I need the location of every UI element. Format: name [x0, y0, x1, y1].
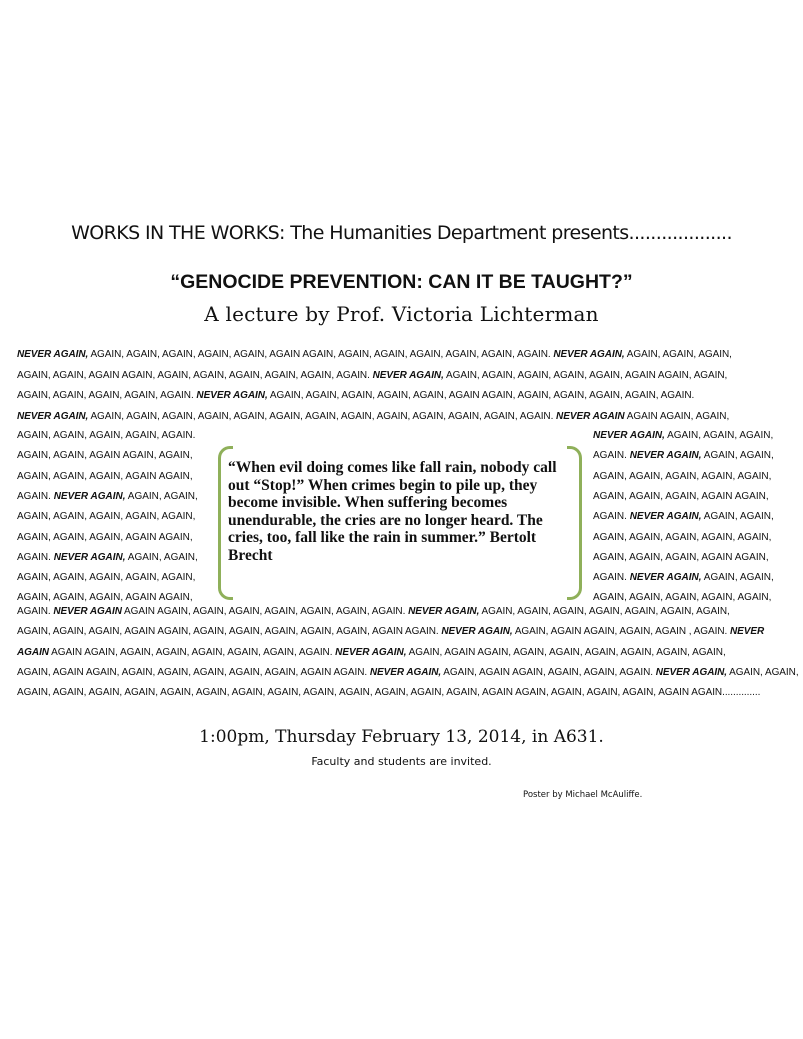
again-phrase: AGAIN, AGAIN AGAIN, AGAIN, AGAIN, AGAIN, AGAIN, AGAIN, AGAIN AGAIN.: [17, 666, 370, 678]
never-again-phrase: NEVER AGAIN: [53, 606, 122, 617]
never-again-phrase: NEVER AGAIN,: [629, 511, 702, 523]
again-phrase: AGAIN, AGAIN, AGAIN, AGAIN AGAIN,: [593, 551, 769, 563]
lecture-subtitle: A lecture by Prof. Victoria Lichterman: [204, 302, 599, 326]
again-phrase: AGAIN.: [17, 490, 54, 502]
again-line: [593, 592, 771, 603]
event-time: 1:00pm, Thursday February 13, 2014, in A631.: [199, 727, 604, 747]
again-phrase: AGAIN, AGAIN, AGAIN, AGAIN AGAIN, AGAIN, AGAIN, AGAIN, AGAIN, AGAIN, AGAIN AGAIN.: [17, 626, 442, 638]
again-phrase: AGAIN, AGAIN, AGAIN, AGAIN, AGAIN,: [593, 531, 772, 543]
again-phrase: AGAIN, AGAIN, AGAIN AGAIN, AGAIN,: [17, 450, 193, 462]
again-line: [17, 552, 198, 563]
again-phrase: AGAIN, AGAIN, AGAIN, AGAIN AGAIN,: [17, 592, 193, 604]
lecture-title: “GENOCIDE PREVENTION: CAN IT BE TAUGHT?”: [170, 271, 633, 293]
again-phrase: AGAIN, AGAIN,: [701, 572, 774, 584]
never-again-phrase: NEVER AGAIN,: [553, 349, 625, 360]
again-line: [17, 592, 193, 603]
again-line: [17, 666, 799, 680]
never-again-phrase: NEVER AGAIN,: [408, 606, 480, 617]
never-again-phrase: NEVER AGAIN,: [17, 410, 89, 422]
again-line: [593, 552, 769, 563]
never-again-phrase: NEVER AGAIN,: [196, 390, 268, 401]
again-phrase: AGAIN, AGAIN, AGAIN, AGAIN, AGAIN.: [17, 390, 197, 401]
again-phrase: AGAIN, AGAIN, AGAIN, AGAIN AGAIN,: [593, 490, 769, 502]
again-phrase: AGAIN.: [17, 606, 54, 617]
never-again-phrase: NEVER AGAIN,: [372, 369, 444, 381]
poster-credit: Poster by Michael McAuliffe.: [523, 790, 643, 800]
again-phrase: AGAIN, AGAIN, AGAIN, AGAIN, AGAIN.: [17, 430, 196, 441]
again-phrase: AGAIN, AGAIN,: [701, 511, 774, 523]
again-line: [17, 511, 195, 522]
again-phrase: AGAIN, AGAIN, AGAIN, AGAIN, AGAIN,: [593, 592, 772, 604]
event-header: WORKS IN THE WORKS: The Humanities Department presents...................: [71, 222, 732, 244]
again-line: [17, 686, 760, 700]
again-line: [17, 430, 195, 441]
never-again-phrase: NEVER AGAIN,: [53, 490, 126, 502]
never-again-phrase: NEVER AGAIN,: [53, 551, 126, 563]
again-phrase: AGAIN, AGAIN AGAIN, AGAIN, AGAIN , AGAIN.: [512, 626, 731, 638]
again-phrase: AGAIN, AGAIN, AGAIN,: [624, 349, 732, 360]
again-phrase: AGAIN, AGAIN, AGAIN, AGAIN AGAIN,: [17, 531, 193, 543]
quote-box: [218, 446, 582, 596]
again-phrase: AGAIN, AGAIN, AGAIN, AGAIN, AGAIN,: [17, 511, 196, 523]
never-again-phrase: NEVER AGAIN,: [629, 572, 702, 584]
brecht-quote: “When evil doing comes like fall rain, nobody call out “Stop!” When crimes begin to pile up, they become invisible. When suffering becomes unendurable, the cries are no longer heard. The cries, too, fall like the rain in summer.” Bertolt Brecht: [228, 459, 557, 564]
never-again-phrase: NEVER AGAIN,: [655, 666, 727, 678]
again-phrase: AGAIN, AGAIN, AGAIN, AGAIN, AGAIN, AGAIN AGAIN, AGAIN, AGAIN, AGAIN, AGAIN, AGAIN.: [267, 390, 695, 401]
never-again-phrase: NEVER AGAIN,: [629, 450, 702, 462]
again-line: [593, 450, 774, 461]
again-phrase: AGAIN, AGAIN AGAIN, AGAIN, AGAIN, AGAIN, AGAIN, AGAIN, AGAIN,: [406, 646, 726, 658]
never-again-phrase: AGAIN: [17, 646, 49, 658]
again-line: [17, 471, 193, 482]
never-again-phrase: NEVER AGAIN,: [335, 646, 407, 658]
never-again-phrase: NEVER AGAIN,: [593, 430, 665, 441]
again-line: [17, 572, 195, 583]
never-again-phrase: NEVER AGAIN,: [17, 349, 89, 360]
never-again-phrase: NEVER AGAIN,: [369, 666, 442, 678]
again-phrase: AGAIN, AGAIN, AGAIN AGAIN, AGAIN, AGAIN, AGAIN, AGAIN, AGAIN, AGAIN.: [17, 369, 373, 381]
again-phrase: AGAIN, AGAIN, AGAIN, AGAIN, AGAIN,: [17, 572, 196, 584]
again-line: [17, 450, 193, 461]
again-line: [593, 532, 771, 543]
again-line: [593, 572, 774, 583]
invitation-note: Faculty and students are invited.: [311, 755, 492, 768]
again-phrase: AGAIN.: [593, 511, 630, 523]
again-line: [17, 605, 730, 619]
again-phrase: AGAIN, AGAIN, AGAIN, AGAIN AGAIN,: [17, 470, 193, 482]
again-line: [17, 625, 764, 639]
again-phrase: AGAIN, AGAIN,: [701, 450, 774, 462]
again-phrase: AGAIN, AGAIN, AGAIN, AGAIN, AGAIN, AGAIN, AGAIN, AGAIN, AGAIN, AGAIN, AGAIN, AGAIN, AGAIN.: [88, 410, 557, 422]
again-phrase: AGAIN, AGAIN, AGAIN, AGAIN, AGAIN, AGAIN AGAIN, AGAIN, AGAIN, AGAIN, AGAIN, AGAIN, AGAIN.: [88, 349, 554, 360]
again-phrase: AGAIN.: [593, 572, 630, 584]
again-line: [17, 491, 198, 502]
again-line: [17, 389, 694, 403]
again-line: [17, 369, 727, 383]
again-line: [593, 471, 771, 482]
again-line: [17, 532, 193, 543]
again-line: [17, 348, 732, 362]
never-again-phrase: NEVER AGAIN: [556, 410, 625, 422]
again-phrase: AGAIN, AGAIN, AGAIN, AGAIN, AGAIN, AGAIN AGAIN, AGAIN,: [443, 369, 728, 381]
again-phrase: AGAIN, AGAIN,: [727, 666, 799, 678]
again-phrase: AGAIN AGAIN, AGAIN, AGAIN, AGAIN, AGAIN, AGAIN, AGAIN.: [48, 646, 336, 658]
again-phrase: AGAIN, AGAIN, AGAIN,: [664, 430, 774, 441]
again-phrase: AGAIN AGAIN, AGAIN,: [624, 410, 730, 422]
again-phrase: AGAIN, AGAIN, AGAIN, AGAIN, AGAIN, AGAIN, AGAIN, AGAIN, AGAIN, AGAIN, AGAIN, AGAIN, AGAIN, AGAIN AGAIN, AGAIN, AGAIN, AGAIN, AGAIN AGAIN..............: [17, 687, 761, 699]
again-line: [593, 491, 769, 502]
again-phrase: AGAIN, AGAIN,: [125, 490, 198, 502]
again-phrase: AGAIN.: [17, 551, 54, 563]
again-line: [593, 511, 774, 522]
never-again-phrase: NEVER AGAIN,: [441, 626, 513, 638]
again-line: [17, 646, 726, 660]
again-phrase: AGAIN, AGAIN AGAIN, AGAIN, AGAIN, AGAIN.: [441, 666, 656, 678]
again-phrase: AGAIN AGAIN, AGAIN, AGAIN, AGAIN, AGAIN, AGAIN, AGAIN.: [121, 606, 409, 617]
again-phrase: AGAIN, AGAIN, AGAIN, AGAIN, AGAIN, AGAIN, AGAIN,: [479, 606, 730, 617]
again-line: [17, 410, 729, 424]
never-again-phrase: NEVER: [730, 626, 765, 638]
again-phrase: AGAIN.: [593, 450, 630, 462]
again-phrase: AGAIN, AGAIN,: [125, 551, 198, 563]
again-phrase: AGAIN, AGAIN, AGAIN, AGAIN, AGAIN,: [593, 470, 772, 482]
again-line: [593, 430, 773, 441]
